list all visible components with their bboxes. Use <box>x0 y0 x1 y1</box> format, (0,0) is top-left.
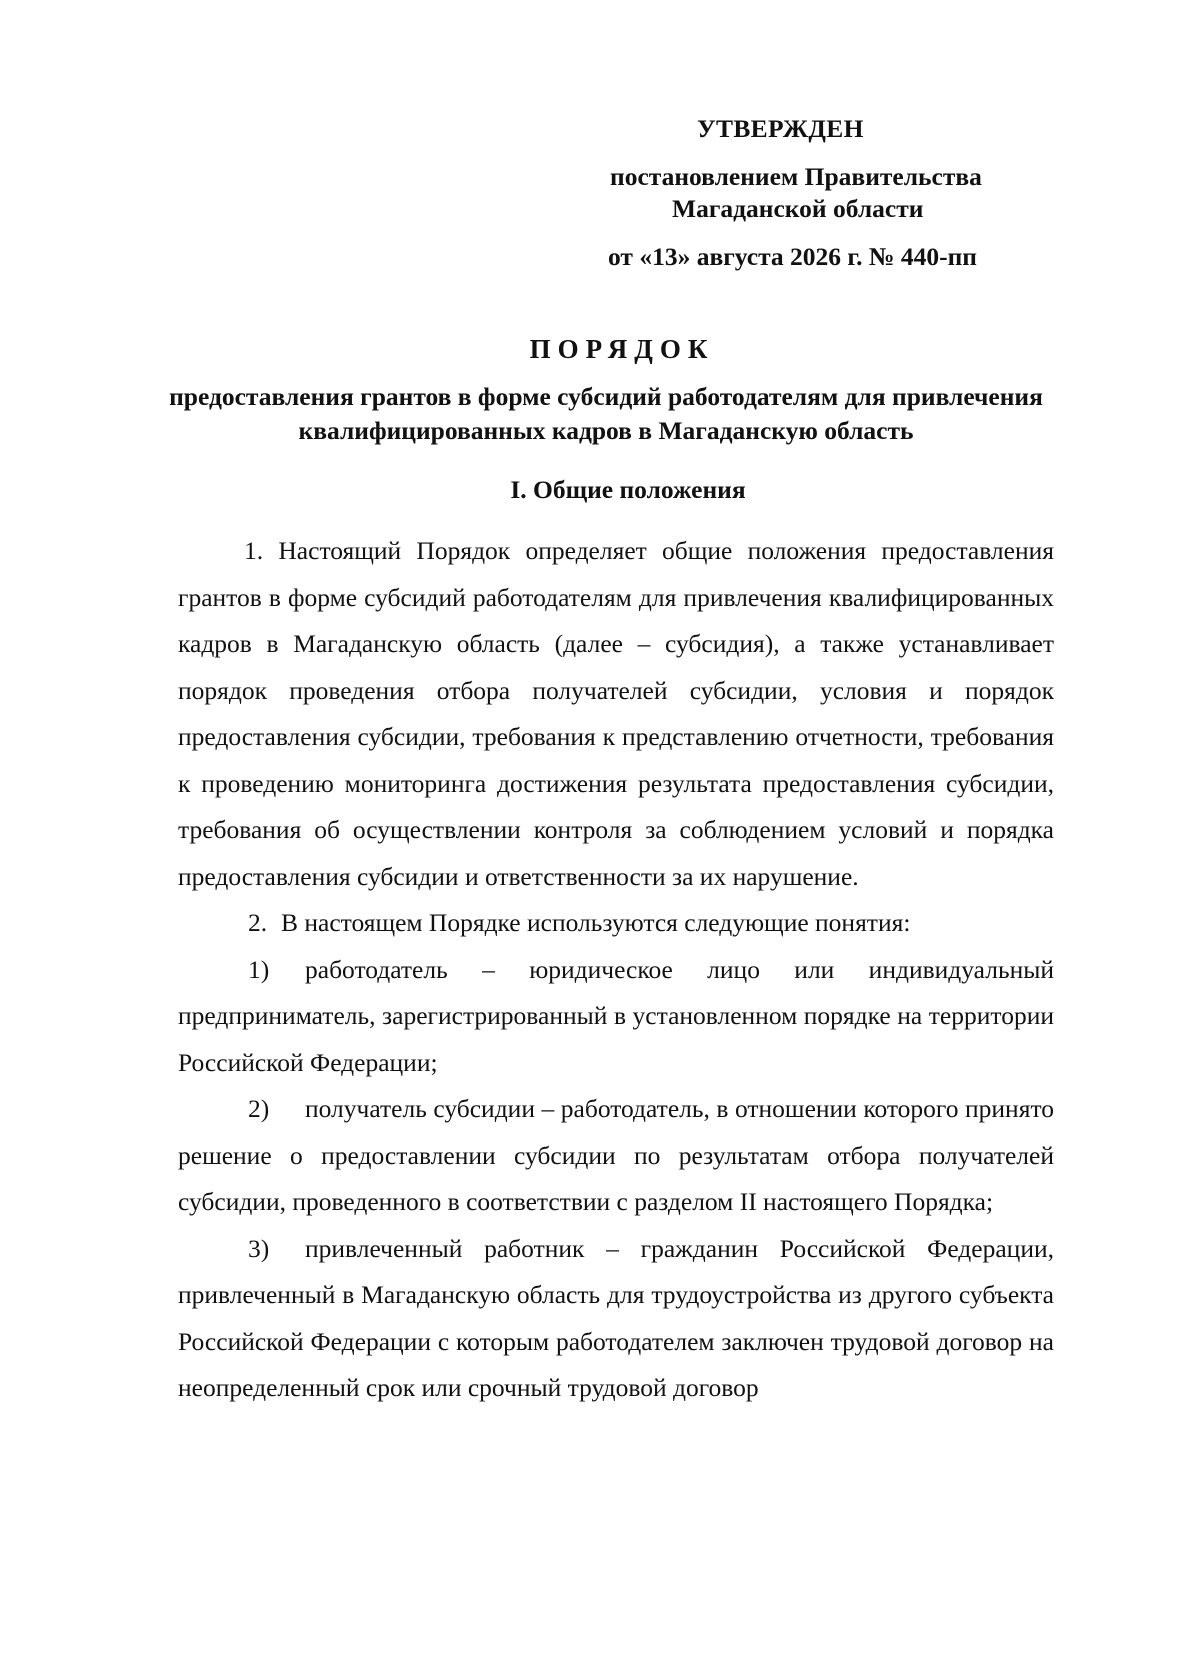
paragraph-2 <box>178 900 1054 947</box>
document-subtitle: предоставления грантов в форме субсидий работодателям для привлечения квалифицированных кадров в Магаданскую область <box>169 382 1043 445</box>
list-item <box>178 1086 1054 1226</box>
document-body <box>178 528 1054 1412</box>
list-item <box>178 1226 1054 1412</box>
list-item-number: 2) <box>248 1094 270 1123</box>
approval-line-3: от «13» августа 2026 г. № 440-пп <box>608 242 977 271</box>
list-item-text: работодатель – юридическое лицо или индивидуальный предприниматель, зарегистрированный в установленном порядке на территории Российской Федерации; <box>178 954 1054 1077</box>
section-heading: I. Общие положения <box>510 475 746 504</box>
approval-title: УТВЕРЖДЕН <box>697 114 864 143</box>
list-item-number: 1) <box>248 954 270 984</box>
paragraph-1-text: Настоящий Порядок определяет общие положения предоставления грантов в форме субсидий работодателям для привлечения квалифицированных кадров в Магаданскую область (далее – субсидия), а также устанавливает порядок проведения отбора получателей субсидии, условия и порядок предоставления субсидии, требования к представлению отчетности, требования к проведению мониторинга достижения результата предоставления субсидии, требования об осуществлении контроля за соблюдением условий и порядка предоставления субсидии и ответственности за их нарушение. <box>178 536 1054 891</box>
document-title: ПОРЯДОК <box>529 334 715 364</box>
paragraph-2-number: 2. <box>248 908 268 937</box>
list-item <box>178 947 1054 1087</box>
list-item-number: 3) <box>248 1233 270 1263</box>
list-item-text: получатель субсидии – работодатель, в отношении которого принято решение о предоставлении субсидии по результатам отбора получателей субсидии, проведенного в соответствии с разделом II настоящего Порядка; <box>178 1094 1054 1216</box>
list-item-text: привлеченный работник – гражданин Российской Федерации, привлеченный в Магаданскую область для трудоустройства из другого субъекта Российской Федерации с которым работодателем заключен трудовой договор на неопределенный срок или срочный трудовой договор <box>178 1233 1054 1402</box>
paragraph-1-number: 1. <box>244 536 264 565</box>
approval-line-1: постановлением Правительства <box>610 162 982 191</box>
paragraph-1 <box>178 528 1054 900</box>
paragraph-2-text: В настоящем Порядке используются следующие понятия: <box>281 908 911 937</box>
approval-line-2: Магаданской области <box>672 194 924 223</box>
